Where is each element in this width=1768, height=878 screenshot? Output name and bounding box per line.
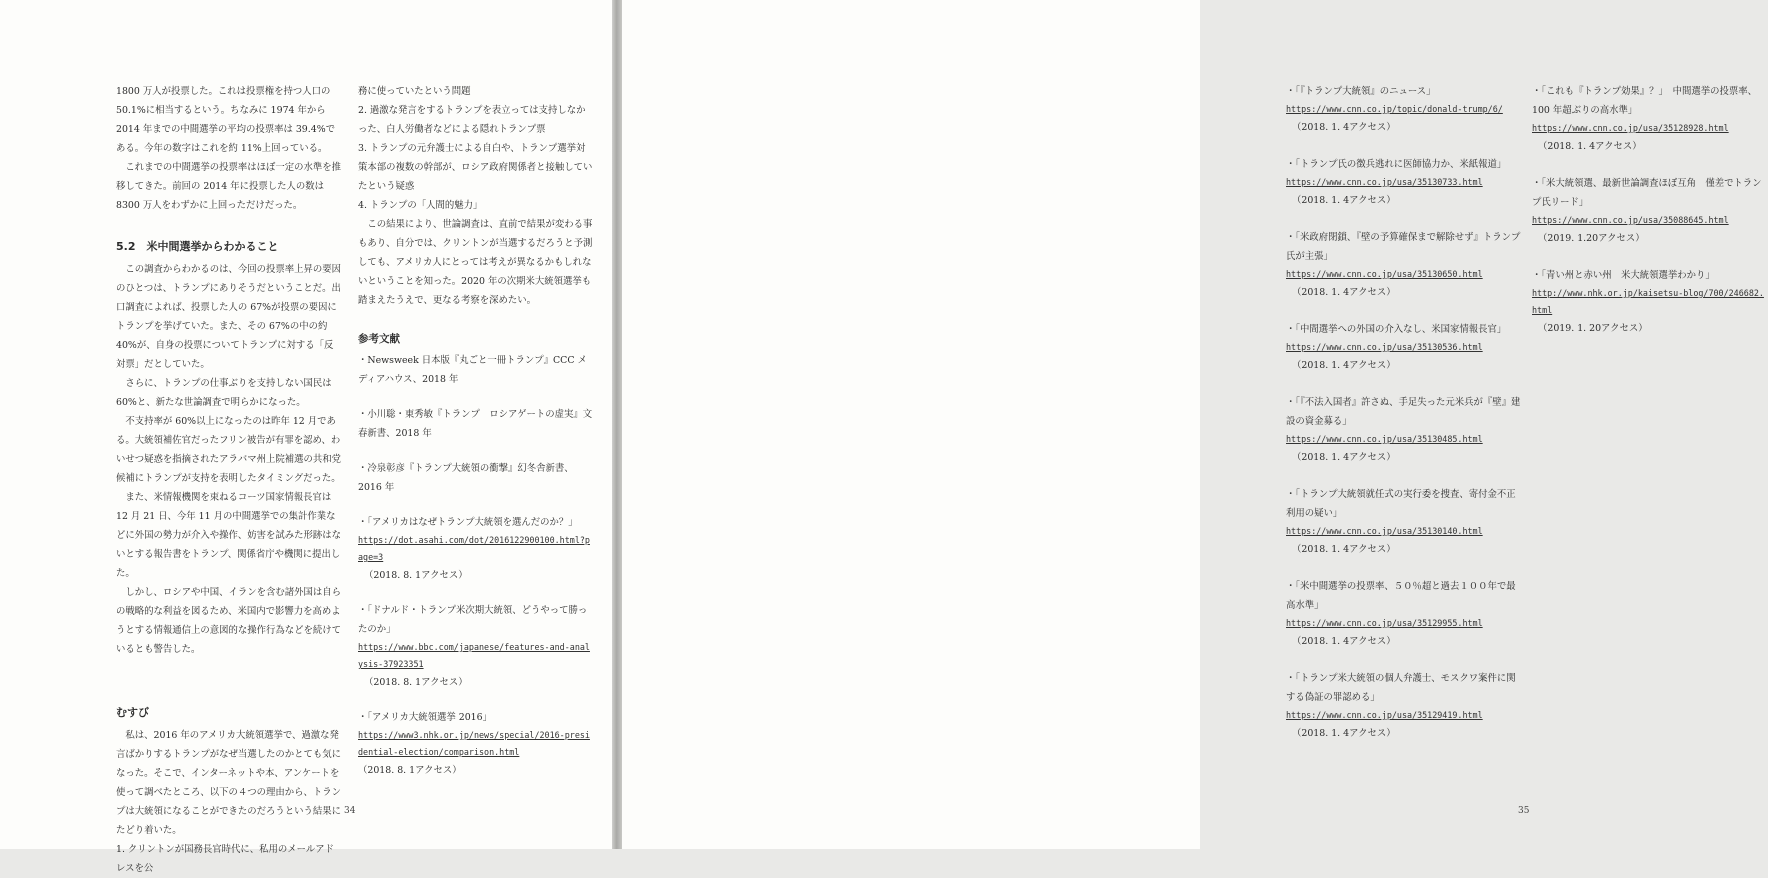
reference-access-date: （2018. 8. 1アクセス） <box>358 765 462 776</box>
reference-web <box>1286 228 1522 302</box>
reference-title: ・「米政府閉鎖、『壁の予算確保まで解除せず』トランプ氏が主張」 <box>1286 232 1521 262</box>
right-page <box>622 0 1764 849</box>
reference-title: ・「アメリカ大統領選挙 2016」 <box>358 712 492 723</box>
reference-web <box>1286 82 1522 137</box>
reference-url[interactable]: https://www.cnn.co.jp/usa/35130140.html <box>1286 526 1483 536</box>
right-page-column-1 <box>1286 82 1522 761</box>
reference-title: ・「アメリカはなぜトランプ大統領を選んだのか？」 <box>358 517 578 528</box>
page-number: 35 <box>1518 806 1530 816</box>
left-page <box>0 0 612 874</box>
reference-book: ・小川聡・東秀敏『トランプ ロシアゲートの虚実』文春新書、2018 年 <box>358 409 593 439</box>
page-number: 34 <box>344 806 356 816</box>
reference-access-date: （2018. 1. 4アクセス） <box>1292 122 1396 133</box>
reference-access-date: （2018. 1. 4アクセス） <box>1292 636 1396 647</box>
reference-url[interactable]: https://www.bbc.com/japanese/features-and-analysis-37923351 <box>358 642 590 669</box>
reference-web <box>1286 485 1522 559</box>
reference-title: ・「トランプ米大統領の個人弁護士、モスクワ案件に関する偽証の罪認める」 <box>1286 673 1516 703</box>
reference-url[interactable]: https://www.cnn.co.jp/usa/35129419.html <box>1286 710 1483 720</box>
reference-title: ・「米大統領選、最新世論調査ほぼ互角 僅差でトランプ氏リード」 <box>1532 178 1762 208</box>
reference-book: ・冷泉彰彦『トランプ大統領の衝撃』幻冬舎新書、2016 年 <box>358 463 574 493</box>
paragraph: しかし、ロシアや中国、イランを含む諸外国は自らの戦略的な利益を図るため、米国内で影響力を高めようとする情報通信上の意図的な操作行為などを続けているとも警告した。 <box>116 587 342 655</box>
right-page-column-2 <box>1532 82 1768 356</box>
reference-url[interactable]: https://www.cnn.co.jp/usa/35129955.html <box>1286 618 1483 628</box>
references-heading: 参考文献 <box>358 333 400 345</box>
reference-title: ・「ドナルド・トランプ米次期大統領、どうやって勝ったのか」 <box>358 605 588 635</box>
list-item: 2. 過激な発言をするトランプを表立っては支持しなかった、白人労働者などによる隠れトランプ票 <box>358 105 586 135</box>
reference-url[interactable]: https://www3.nhk.or.jp/news/special/2016-presidential-election/comparison.html <box>358 730 590 757</box>
reference-web <box>1286 320 1522 375</box>
reference-access-date: （2018. 1. 4アクセス） <box>1292 544 1396 555</box>
reference-title: ・「中間選挙への外国の介入なし、米国家情報長官」 <box>1286 324 1507 335</box>
reference-access-date: （2018. 1. 4アクセス） <box>1292 360 1396 371</box>
reference-web <box>1532 82 1768 156</box>
left-page-column-1 <box>116 82 342 878</box>
reference-web <box>358 513 594 585</box>
reference-access-date: （2018. 1. 4アクセス） <box>1292 195 1396 206</box>
reference-title: ・「『トランプ大統領』のニュース」 <box>1286 86 1436 97</box>
reference-access-date: （2018. 1. 4アクセス） <box>1292 452 1396 463</box>
reference-title: ・「トランプ大統領就任式の実行委を捜査、寄付金不正利用の疑い」 <box>1286 489 1516 519</box>
reference-url[interactable]: https://dot.asahi.com/dot/2016122900100.html?page=3 <box>358 535 590 562</box>
reference-web <box>1286 669 1522 743</box>
reference-title: ・「これも『トランプ効果』？」 中間選挙の投票率、100 年超ぶりの高水準」 <box>1532 86 1757 116</box>
paragraph: 私は、2016 年のアメリカ大統領選挙で、過激な発言ばかりするトランプがなぜ当選したのかとても気になった。そこで、インターネットや本、アンケートを使って調べたところ、以下の４つの理由から、トランプは大統領になることができたのだろうという結果にたどり着いた。 <box>116 730 342 836</box>
reference-access-date: （2018. 1. 4アクセス） <box>1292 728 1396 739</box>
reference-access-date: （2019. 1.20アクセス） <box>1538 233 1645 244</box>
section-heading: 5.2 米中間選挙からわかること <box>116 240 279 253</box>
reference-url[interactable]: https://www.cnn.co.jp/usa/35130650.html <box>1286 269 1483 279</box>
conclusion-heading: むすび <box>116 706 149 719</box>
reference-access-date: （2018. 8. 1アクセス） <box>364 570 468 581</box>
reference-web <box>1532 266 1768 338</box>
reference-web <box>1286 577 1522 651</box>
paragraph: さらに、トランプの仕事ぶりを支持しない国民は 60%と、新たな世論調査で明らかになった。 <box>116 378 332 408</box>
paragraph: また、米情報機関を束ねるコーツ国家情報長官は 12 月 21 日、今年 11 月の中間選挙での集計作業などに外国の勢力が介入や操作、妨害を試みた形跡はないとする報告書をトランプ、関係省庁や機関に提出した。 <box>116 492 342 579</box>
reference-book: ・Newsweek 日本版『丸ごと一冊トランプ』CCC メディアハウス、2018 年 <box>358 355 587 385</box>
reference-access-date: （2018. 1. 4アクセス） <box>1538 141 1642 152</box>
book-gutter <box>612 0 622 849</box>
reference-url[interactable]: https://www.cnn.co.jp/usa/35130485.html <box>1286 434 1483 444</box>
list-item: 1. クリントンが国務長官時代に、私用のメールアドレスを公 <box>116 844 334 874</box>
paragraph: 不支持率が 60%以上になったのは昨年 12 月である。大統領補佐官だったフリン被告が有罪を認め、わいせつ疑惑を指摘されたアラバマ州上院補選の共和党候補にトランプが支持を表明したタイミングだった。 <box>116 416 342 484</box>
paragraph: 1800 万人が投票した。これは投票権を持つ人口の 50.1%に相当するという。ちなみに 1974 年から 2014 年までの中間選挙の平均の投票率は 39.4%である。今年の数字はこれを約 11%上回っている。 <box>116 86 335 154</box>
reference-title: ・「青い州と赤い州 米大統領選挙わかり」 <box>1532 270 1715 281</box>
reference-web <box>358 708 594 780</box>
reference-title: ・「トランプ氏の徴兵逃れに医師協力か、米紙報道」 <box>1286 159 1507 170</box>
reference-access-date: （2018. 1. 4アクセス） <box>1292 287 1396 298</box>
paragraph: この結果により、世論調査は、直前で結果が変わる事もあり、自分では、クリントンが当選するだろうと予測しても、アメリカ人にとっては考えが異なるかもしれないということを知った。2020 年の次期米大統領選挙も踏まえたうえで、更なる考察を深めたい。 <box>358 219 593 306</box>
paragraph: この調査からわかるのは、今回の投票率上昇の要因のひとつは、トランプにありそうだということだ。出口調査によれば、投票した人の 67%が投票の要因にトランプを挙げていた。また、その 67%の中の約 40%が、自身の投票についてトランプに対する「反対票」だとしていた。 <box>116 264 342 370</box>
reference-access-date: （2019. 1. 20アクセス） <box>1538 323 1648 334</box>
reference-web <box>1532 174 1768 248</box>
reference-url[interactable]: https://www.cnn.co.jp/usa/35130536.html <box>1286 342 1483 352</box>
reference-url[interactable]: https://www.cnn.co.jp/topic/donald-trump/6/ <box>1286 104 1503 114</box>
paragraph: 務に使っていたという問題 <box>358 86 471 97</box>
reference-web <box>1286 393 1522 467</box>
reference-url[interactable]: https://www.cnn.co.jp/usa/35088645.html <box>1532 215 1729 225</box>
left-page-column-2 <box>358 82 594 796</box>
reference-web <box>358 601 594 692</box>
reference-url[interactable]: http://www.nhk.or.jp/kaisetsu-blog/700/246682.html <box>1532 288 1764 315</box>
reference-title: ・「米中間選挙の投票率、５０％超と過去１００年で最高水準」 <box>1286 581 1516 611</box>
reference-url[interactable]: https://www.cnn.co.jp/usa/35130733.html <box>1286 177 1483 187</box>
reference-title: ・「『不法入国者』許さぬ、手足失った元米兵が『壁』建設の資金募る」 <box>1286 397 1521 427</box>
reference-access-date: （2018. 8. 1アクセス） <box>364 677 468 688</box>
list-item: 3. トランプの元弁護士による自白や、トランプ選挙対策本部の複数の幹部が、ロシア政府関係者と接触していたという疑惑 <box>358 143 593 192</box>
reference-url[interactable]: https://www.cnn.co.jp/usa/35128928.html <box>1532 123 1729 133</box>
reference-web <box>1286 155 1522 210</box>
list-item: 4. トランプの「人間的魅力」 <box>358 200 483 211</box>
paragraph: これまでの中間選挙の投票率はほぼ一定の水準を推移してきた。前回の 2014 年に投票した人の数は 8300 万人をわずかに上回っただけだった。 <box>116 162 342 211</box>
